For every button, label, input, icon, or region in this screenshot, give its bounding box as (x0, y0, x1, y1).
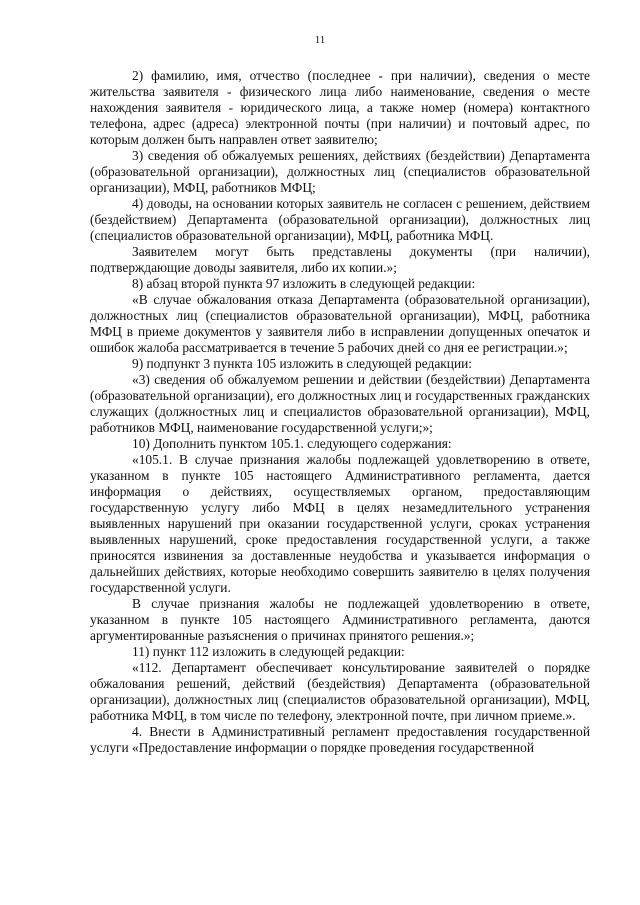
document-body (90, 68, 590, 756)
paragraph: «105.1. В случае признания жалобы подлежащей удовлетворению в ответе, указанном в пункте 105 настоящего Административного регламента, дается информация о действиях, осуществляемых органом, предоставляющим государственную услугу либо МФЦ в целях незамедлительного устранения выявленных нарушений при оказании государственной услуги, сроках устранения выявленных нарушений, сроке предоставления государственной услуги, а также приносятся извинения за доставленные неудобства и указывается информация о дальнейших действиях, которые необходимо совершить заявителю в целях получения государственной услуги. (90, 452, 590, 595)
paragraph: Заявителем могут быть представлены документы (при наличии), подтверждающие доводы заявителя, либо их копии.»; (90, 244, 590, 275)
paragraph: 9) подпункт 3 пункта 105 изложить в следующей редакции: (132, 356, 472, 371)
paragraph: 4. Внести в Административный регламент предоставления государственной услуги «Предоставление информации о порядке проведения государственной (90, 724, 590, 755)
paragraph: 11) пункт 112 изложить в следующей редакции: (132, 644, 405, 659)
paragraph: 8) абзац второй пункта 97 изложить в следующей редакции: (132, 276, 476, 291)
paragraph: «В случае обжалования отказа Департамента (образовательной организации), должностных лиц (специалистов образовательной организации), МФЦ, работника МФЦ в приеме документов у заявителя либо в исправлении допущенных опечаток и ошибок жалоба рассматривается в течение 5 рабочих дней со дня ее регистрации.»; (90, 292, 590, 355)
paragraph: «3) сведения об обжалуемом решении и действии (бездействии) Департамента (образовательной организации), его должностных лиц и государственных гражданских служащих (должностных лиц и специалистов образовательной организации), МФЦ, работников МФЦ, наименование государственной услуги;»; (90, 372, 590, 435)
paragraph: 10) Дополнить пунктом 105.1. следующего содержания: (132, 436, 452, 451)
paragraph: 4) доводы, на основании которых заявитель не согласен с решением, действием (бездействием) Департамента (образовательной организации), должностных лиц (специалистов образовательной организации), МФЦ, работника МФЦ. (90, 196, 590, 243)
page-number: 11 (314, 34, 326, 46)
paragraph: В случае признания жалобы не подлежащей удовлетворению в ответе, указанном в пункте 105 настоящего Административного регламента, даются аргументированные разъяснения о причинах принятого решения.»; (90, 596, 590, 643)
paragraph: 3) сведения об обжалуемых решениях, действиях (бездействии) Департамента (образовательной организации), должностных лиц (специалистов образовательной организации), МФЦ, работников МФЦ; (90, 148, 590, 195)
paragraph: 2) фамилию, имя, отчество (последнее - при наличии), сведения о месте жительства заявителя - физического лица либо наименование, сведения о месте нахождения заявителя - юридического лица, а также номер (номера) контактного телефона, адрес (адреса) электронной почты (при наличии) и почтовый адрес, по которым должен быть направлен ответ заявителю; (90, 68, 590, 147)
paragraph: «112. Департамент обеспечивает консультирование заявителей о порядке обжалования решений, действий (бездействия) Департамента (образовательной организации), должностных лиц (специалистов образовательной организации), МФЦ, работника МФЦ, в том числе по телефону, электронной почте, при личном приеме.». (90, 660, 590, 723)
